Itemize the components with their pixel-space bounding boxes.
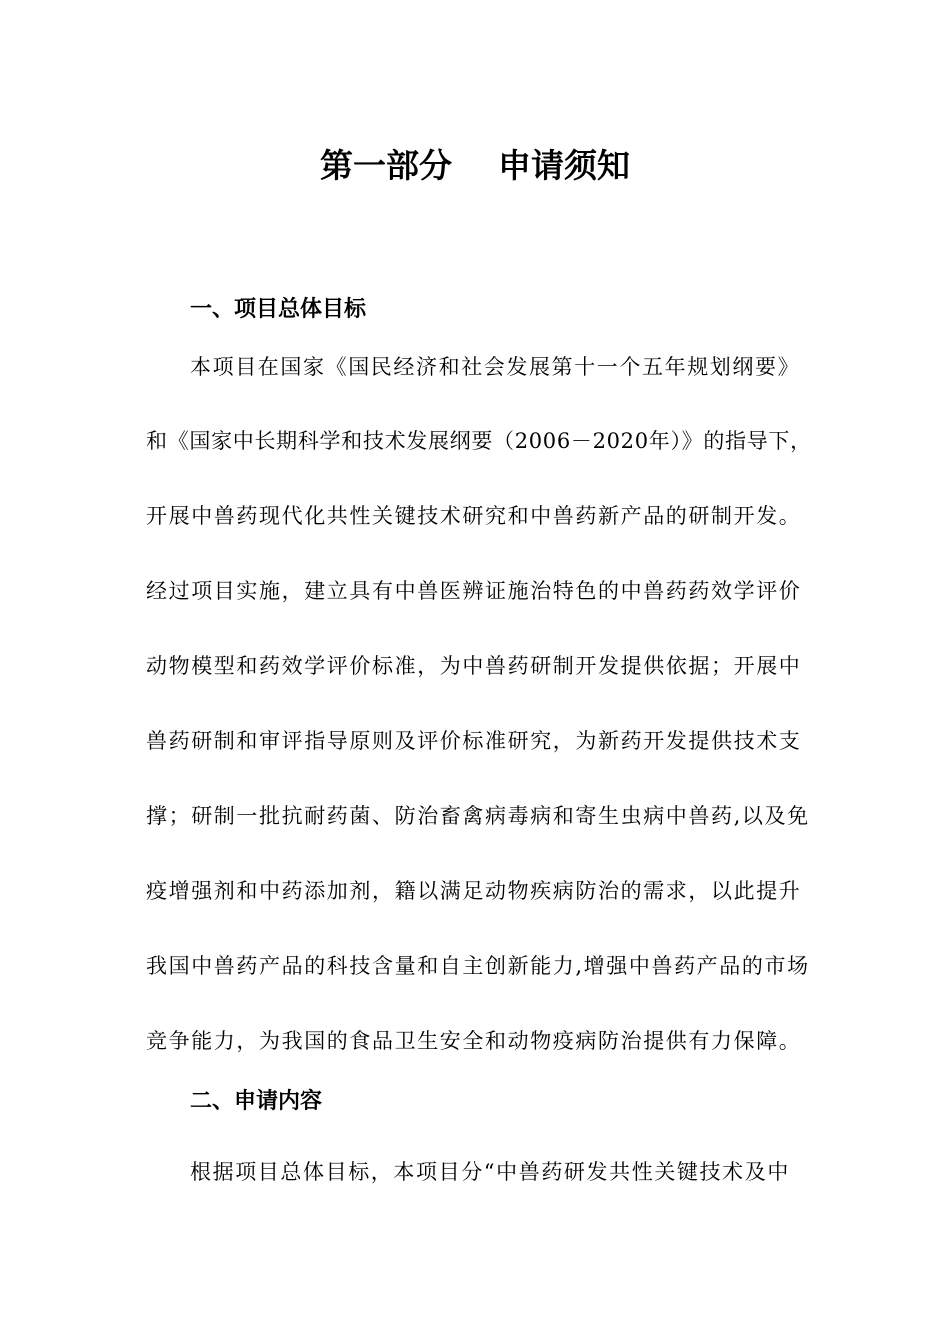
paragraph-line: 经过项目实施，建立具有中兽医辨证施治特色的中兽药药效学评价 xyxy=(146,579,802,603)
paragraph-line: 兽药研制和审评指导原则及评价标准研究，为新药开发提供技术支 xyxy=(146,729,802,753)
paragraph-line: 撑；研制一批抗耐药菌、防治畜禽病毒病和寄生虫病中兽药,以及免 xyxy=(146,804,810,828)
paragraph-line: 开展中兽药现代化共性关键技术研究和中兽药新产品的研制开发。 xyxy=(146,504,802,528)
paragraph-line: 动物模型和药效学评价标准，为中兽药研制开发提供依据；开展中 xyxy=(146,654,802,678)
page-title: 第一部分 申请须知 xyxy=(320,146,630,185)
paragraph-line: 本项目在国家《国民经济和社会发展第十一个五年规划纲要》 xyxy=(190,355,801,379)
paragraph-line: 竞争能力，为我国的食品卫生安全和动物疫病防治提供有力保障。 xyxy=(146,1029,802,1053)
section-heading-application-content: 二、申请内容 xyxy=(190,1089,323,1114)
section-heading-project-goals: 一、项目总体目标 xyxy=(190,297,367,322)
paragraph-line: 根据项目总体目标，本项目分“中兽药研发共性关键技术及中 xyxy=(190,1160,790,1184)
paragraph-line: 我国中兽药产品的科技含量和自主创新能力,增强中兽药产品的市场 xyxy=(146,954,810,978)
paragraph-line: 疫增强剂和中药添加剂，籍以满足动物疾病防治的需求，以此提升 xyxy=(146,879,802,903)
paragraph-line: 和《国家中长期科学和技术发展纲要（2006－2020年）》的指导下， xyxy=(146,429,812,453)
